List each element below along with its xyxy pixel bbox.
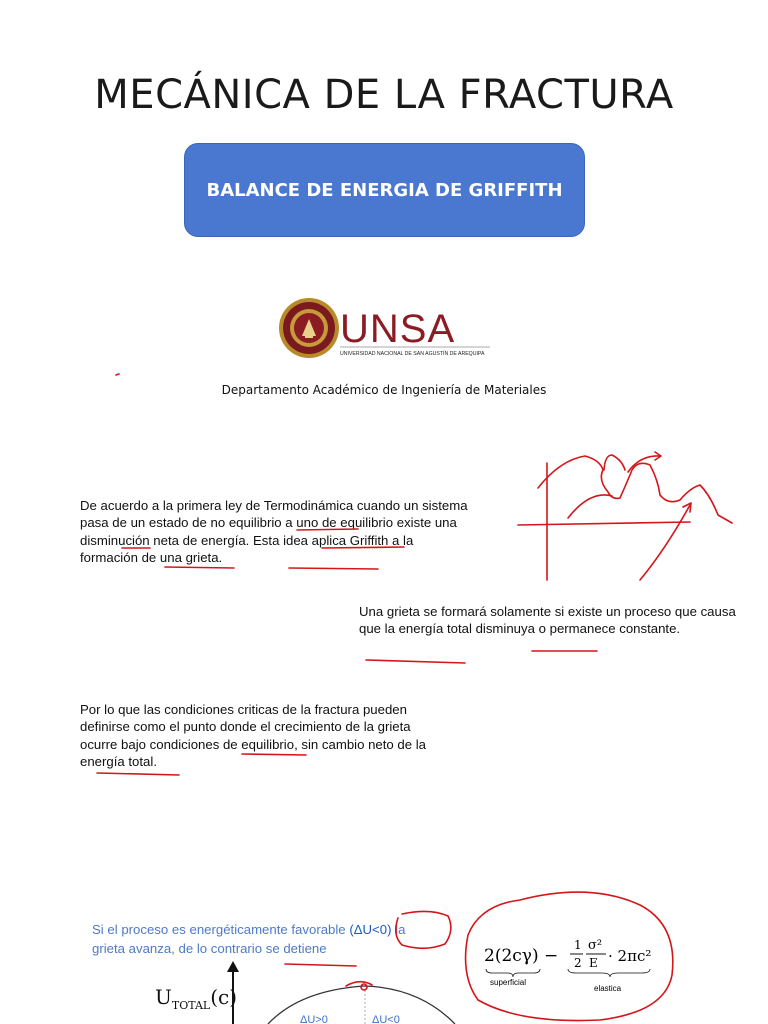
paragraph-thermodynamics: De acuerdo a la primera ley de Termodinámica cuando un sistema pasa de un estado de no equilibrio a uno de equilibrio existe una disminución neta de energía. Esta idea aplica Griffith a la formación de una grieta. [80, 498, 468, 566]
stray-mark [116, 374, 119, 375]
svg-text:2(2cγ) −: 2(2cγ) − [484, 946, 559, 966]
sketch-arrowhead-2-icon [683, 503, 691, 512]
logo-wordmark: UNSA [340, 307, 456, 351]
svg-text:2: 2 [574, 956, 582, 970]
caption-line1: Si el proceso es energéticamente favorable [92, 922, 346, 937]
sketch-arrow-1 [568, 495, 612, 518]
unsa-logo [278, 292, 493, 364]
ylabel-arg: (c) [210, 985, 238, 1009]
underline-griffith [165, 567, 234, 568]
underline-energia-total [97, 773, 179, 775]
energy-condition: (ΔU<0) [349, 922, 392, 937]
department-name: Departamento Académico de Ingeniería de Materiales [221, 383, 547, 397]
figure-y-axis-label [155, 985, 237, 1012]
caption-line2: grieta avanza, de lo contrario se detiene [92, 941, 327, 956]
underline-grieta [289, 568, 378, 569]
section-banner [184, 143, 585, 237]
page-title: MECÁNICA DE LA FRACTURA [94, 72, 674, 118]
sketch-x-axis [518, 522, 690, 525]
peak-dot [361, 984, 367, 990]
sketch-arrow-3 [640, 505, 690, 580]
svg-text:1: 1 [574, 938, 582, 952]
formula-label-surface: superficial [490, 978, 527, 987]
underline-constante [366, 660, 465, 663]
paragraph-critical-conditions: Por lo que las condiciones criticas de la fractura pueden definirse como el punto donde el crecimiento de la grieta ocurre bajo condiciones de equilibrio, sin cambio neto de la energía total. [80, 702, 427, 770]
formula-label-elastic: elastica [594, 984, 622, 993]
sketch-arrowhead-icon [655, 452, 661, 460]
region-left-label: ΔU>0 [300, 1014, 328, 1024]
paragraph-crack-formation: Una grieta se formará solamente si existe un proceso que causa que la energía total disminuya o permanece constante. [359, 604, 736, 637]
sketch-arrow-2 [628, 456, 660, 472]
svg-text:E: E [589, 956, 598, 970]
sketch-loop [604, 455, 625, 470]
griffith-energy-formula [482, 925, 662, 995]
y-axis-arrow-icon [227, 961, 239, 972]
peak-mark [346, 982, 372, 986]
energy-curve [268, 986, 455, 1024]
region-right-label: ΔU<0 [372, 1014, 400, 1024]
banner-label: BALANCE DE ENERGIA DE GRIFFITH [206, 179, 563, 201]
ylabel-main: U [155, 985, 172, 1009]
logo-subtitle: UNIVERSIDAD NACIONAL DE SAN AGUSTÍN DE AREQUIPA [340, 351, 485, 357]
ylabel-sub: TOTAL [171, 999, 211, 1012]
sketch-curve [538, 456, 732, 523]
caption-line1-end: la [391, 922, 406, 937]
university-seal-icon [279, 298, 339, 358]
underline-avanza [285, 964, 356, 966]
figure-caption [92, 920, 482, 958]
svg-text:· 2πc²: · 2πc² [608, 947, 652, 965]
svg-text:σ²: σ² [588, 938, 603, 953]
